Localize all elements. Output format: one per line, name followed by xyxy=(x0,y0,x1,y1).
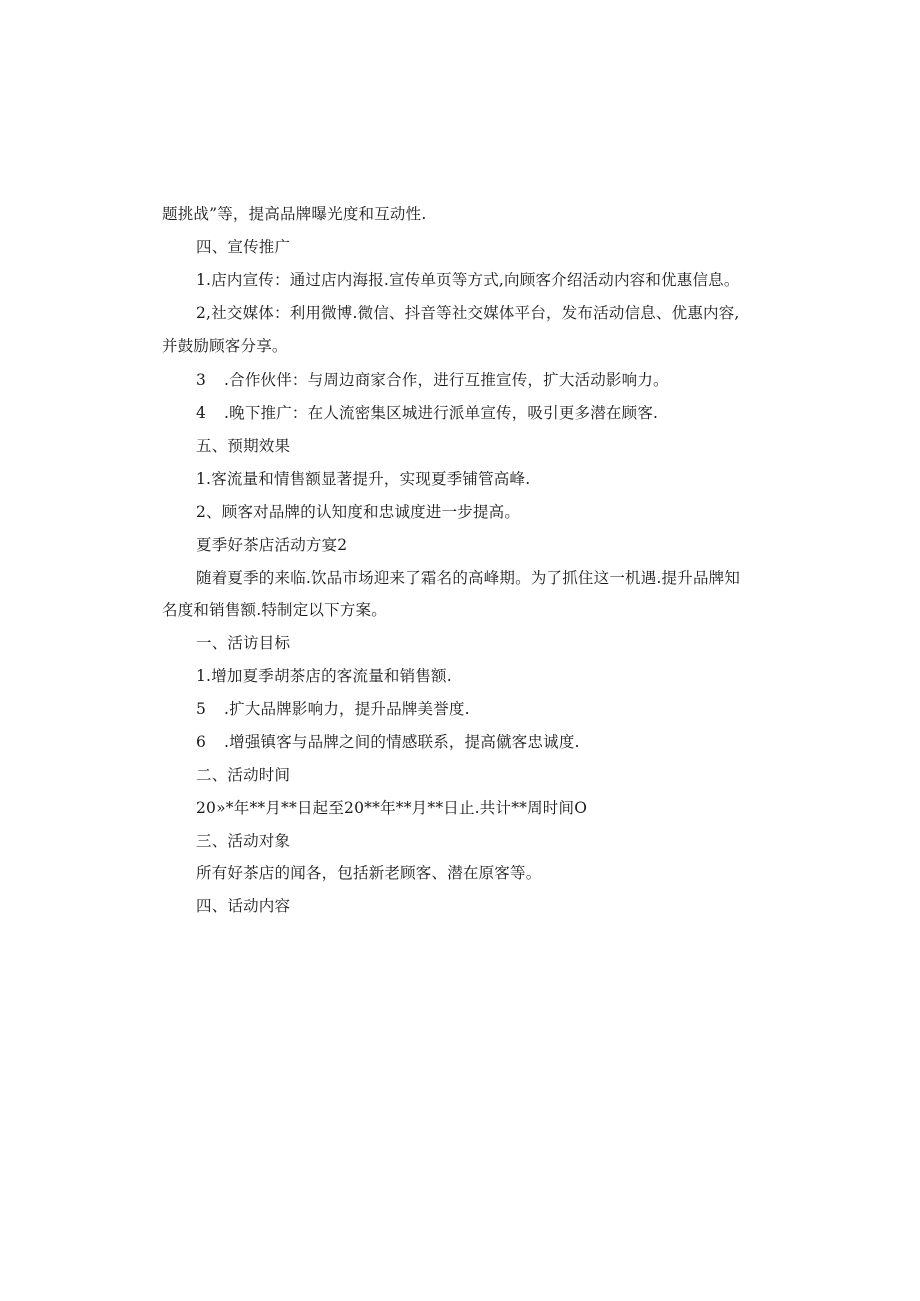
list-item: 1.店内宣传：通过店内海报.宣传单页等方式,向顾客介绍活动内容和优惠信息。 xyxy=(196,271,740,289)
paragraph-line: 随着夏季的来临.饮品市场迎来了霜名的高峰期。为了抓住这一机遇.提升品牌知 xyxy=(196,569,741,587)
list-number: 3 xyxy=(196,371,207,389)
list-item: 1.客流量和情售额显著提升，实现夏季铺管高峰. xyxy=(196,470,531,488)
list-number: 4 xyxy=(196,404,207,422)
list-item-text: .合作伙伴：与周边商家合作，进行互推宣传，扩大活动影响力。 xyxy=(224,371,669,389)
list-number: 5 xyxy=(196,700,207,718)
section-heading: 五、预期效果 xyxy=(196,437,291,455)
section-heading: 一、活访目标 xyxy=(196,634,291,652)
list-item xyxy=(196,699,470,719)
text-line: 20»*年**月**日起至20**年**月**日止.共计**周时间O xyxy=(196,799,588,817)
paragraph-line: 名度和销售额.特制定以下方案。 xyxy=(162,601,387,619)
list-item xyxy=(196,732,580,752)
list-item-text: .增强镇客与品牌之间的情感联系，提高僦客忠诚度. xyxy=(224,733,580,751)
document-title: 夏季好茶店活动方宴2 xyxy=(196,536,348,554)
text-line: 所有好茶店的闻各，包括新老顾客、潜在原客等。 xyxy=(196,864,542,882)
section-heading: 三、活动对象 xyxy=(196,832,291,850)
text-line: 并鼓励顾客分享。 xyxy=(162,337,288,355)
list-item: 2、顾客对品牌的认知度和忠诚度进一步提高。 xyxy=(196,503,521,521)
section-heading: 四、宣传推广 xyxy=(196,238,291,256)
section-heading: 二、活动时间 xyxy=(196,766,291,784)
list-item xyxy=(196,403,658,423)
list-item: 1.增加夏季胡茶店的客流量和销售额. xyxy=(196,667,452,685)
text-line: 题挑战”等，提高品牌曝光度和互动性. xyxy=(162,205,427,223)
list-item: 2,社交媒体：利用微博.微信、抖音等社交媒体平台，发布活动信息、优惠内容, xyxy=(196,304,740,322)
list-item xyxy=(196,370,669,390)
section-heading: 四、话动内容 xyxy=(196,897,291,915)
list-item-text: .扩大品牌影响力，提升品牌美誉度. xyxy=(224,700,470,718)
list-item-text: .晚下推广：在人流密集区城进行派单宣传，吸引更多潜在顾客. xyxy=(224,404,659,422)
list-number: 6 xyxy=(196,733,207,751)
